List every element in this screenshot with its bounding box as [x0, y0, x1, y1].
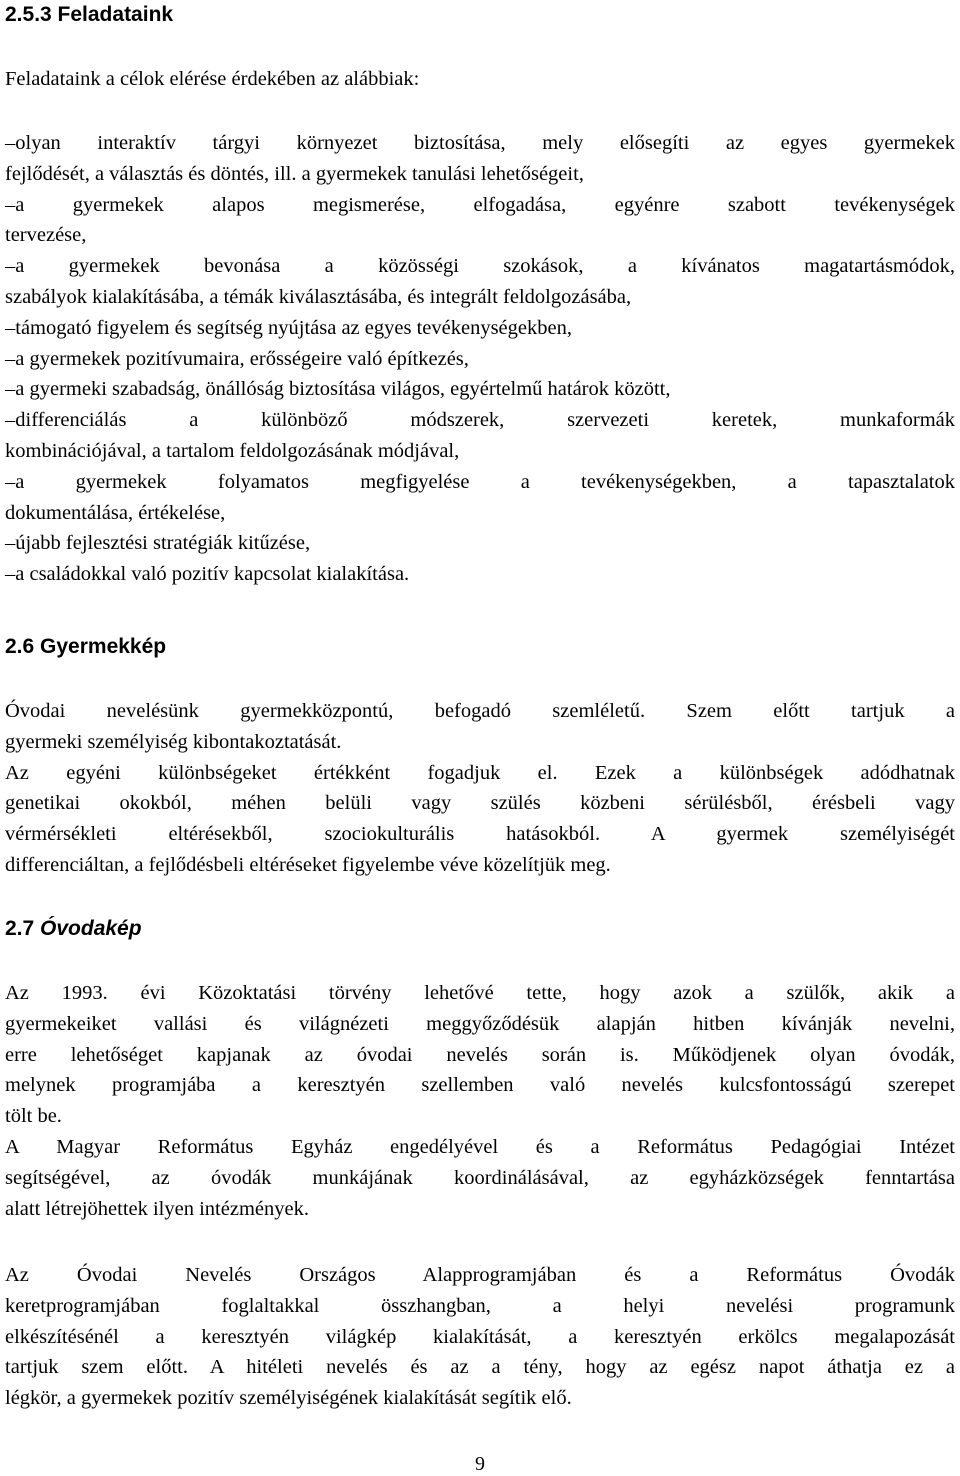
paragraph-line: differenciáltan, a fejlődésbeli eltéréseket figyelembe véve közelítjük meg. — [5, 853, 611, 876]
paragraph-line: tölt be. — [5, 1105, 62, 1128]
paragraph-line: segítségével, az óvodák munkájának koordinálásával, az egyházközségek fenntartása — [5, 1166, 955, 1189]
list-line: –újabb fejlesztési stratégiák kitűzése, — [5, 532, 311, 555]
section-27-paragraph-2 — [5, 1260, 955, 1414]
list-line: –a gyermekek alapos megismerése, elfogadása, egyénre szabott tevékenységek — [5, 193, 955, 216]
paragraph-line: tartjuk szem előtt. A hitéleti nevelés és az a tény, hogy az egész napot áthatja ez a — [5, 1356, 955, 1379]
list-line: dokumentálása, értékelése, — [5, 501, 226, 524]
list-line: –a gyermekek bevonása a közösségi szokások, a kívánatos magatartásmódok, — [5, 255, 955, 278]
section-heading-2-5-3: 2.5.3 Feladataink — [5, 3, 174, 26]
paragraph-line: alatt létrejöhettek ilyen intézmények. — [5, 1197, 309, 1220]
paragraph-line: genetikai okokból, méhen belüli vagy szülés közbeni sérülésből, érésbeli vagy — [5, 792, 955, 815]
section-26-body — [5, 696, 955, 881]
paragraph-line: Az egyéni különbségeket értékként fogadjuk el. Ezek a különbségek adódhatnak — [5, 761, 955, 784]
list-line: –a családokkal való pozitív kapcsolat kialakítása. — [5, 563, 410, 586]
paragraph-line: vérmérsékleti eltérésekből, szociokulturális hatásokból. A gyermek személyiségét — [5, 823, 955, 846]
section-heading-2-6: 2.6 Gyermekkép — [5, 635, 167, 658]
list-line: –a gyermeki szabadság, önállóság biztosítása világos, egyértelmű határok között, — [5, 378, 671, 401]
list-line: szabályok kialakításába, a témák kiválasztásába, és integrált feldolgozásába, — [5, 285, 632, 308]
section-27-paragraph-1 — [5, 978, 955, 1224]
paragraph-line: Óvodai nevelésünk gyermekközpontú, befogadó szemléletű. Szem előtt tartjuk a — [5, 700, 955, 722]
page-number: 9 — [475, 1453, 485, 1475]
list-line: –olyan interaktív tárgyi környezet biztosítása, mely elősegíti az egyes gyermekek — [5, 132, 955, 154]
list-line: –differenciálás a különböző módszerek, szervezeti keretek, munkaformák — [5, 409, 955, 432]
paragraph-line: erre lehetőséget kapjanak az óvodai nevelés során is. Működjenek olyan óvodák, — [5, 1043, 955, 1066]
paragraph-line: A Magyar Református Egyház engedélyével és a Református Pedagógiai Intézet — [5, 1135, 955, 1158]
paragraph-line: Az 1993. évi Közoktatási törvény lehetővé tette, hogy azok a szülők, akik a — [5, 982, 955, 1004]
heading-number: 2.7 — [5, 917, 41, 940]
paragraph-line: melynek programjába a keresztyén szellemben való nevelés kulcsfontosságú szerepet — [5, 1074, 955, 1097]
paragraph-line: légkör, a gyermekek pozitív személyiségének kialakítását segítik elő. — [5, 1387, 572, 1410]
list-line: tervezése, — [5, 224, 87, 247]
list-line: –a gyermekek pozitívumaira, erősségeire való építkezés, — [5, 347, 469, 370]
section-253-intro — [5, 64, 955, 95]
intro-line: Feladataink a célok elérése érdekében az alábbiak: — [5, 68, 420, 90]
list-line: fejlődését, a választás és döntés, ill. a gyermekek tanulási lehetőségeit, — [5, 162, 584, 185]
paragraph-line: keretprogramjában foglaltakkal összhangban, a helyi nevelési programunk — [5, 1294, 955, 1317]
list-line: –támogató figyelem és segítség nyújtása az egyes tevékenységekben, — [5, 316, 572, 339]
list-line: –a gyermekek folyamatos megfigyelése a tevékenységekben, a tapasztalatok — [5, 470, 955, 493]
paragraph-line: gyermeki személyiség kibontakoztatását. — [5, 730, 342, 753]
section-253-task-list — [5, 128, 955, 590]
heading-word: Óvodakép — [40, 917, 142, 940]
paragraph-line: gyermekeiket vallási és világnézeti meggyőződésük alapján hitben kívánják nevelni, — [5, 1012, 955, 1035]
paragraph-line: elkészítésénél a keresztyén világkép kialakítását, a keresztyén erkölcs megalapozását — [5, 1325, 955, 1348]
section-heading-2-7 — [5, 916, 142, 942]
list-line: kombinációjával, a tartalom feldolgozásának módjával, — [5, 439, 460, 462]
paragraph-line: Az Óvodai Nevelés Országos Alapprogramjában és a Református Óvodák — [5, 1264, 955, 1286]
